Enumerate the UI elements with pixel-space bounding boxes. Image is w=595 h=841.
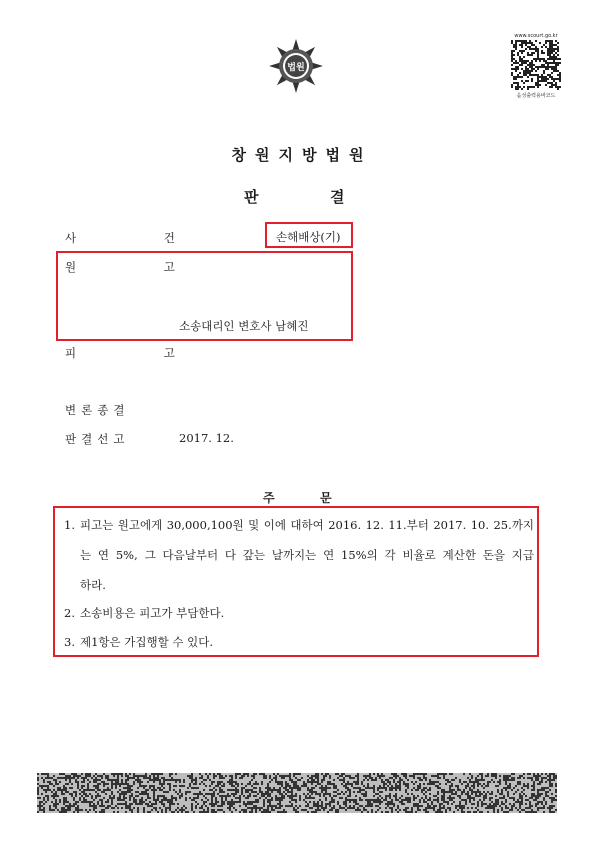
plaintiff-label: 원 고 <box>65 260 217 274</box>
court-name: 창원지방법원 <box>231 146 373 164</box>
plaintiff-attorney: 소송대리인 변호사 남혜진 <box>179 319 309 333</box>
verdict-date-value: 2017. 12. <box>179 431 234 445</box>
court-emblem-icon <box>268 38 324 94</box>
footer-barcode-icon <box>37 773 557 813</box>
doc-type-char-1: 판 <box>244 188 259 206</box>
order-item-2-num: 2. <box>64 606 75 620</box>
order-item-1-line-2: 는 연 5%, 그 다음날부터 다 갚는 날까지는 연 15%의 각 비율로 계산한 돈을 지급 <box>80 548 534 562</box>
qr-url: www.scourt.go.kr <box>514 33 558 39</box>
order-item-1-text-1: 피고는 원고에게 30,000,100원 및 이에 대하여 2016. 12. 11.부터 2017. 10. 25.까지 <box>80 518 534 532</box>
closing-label: 변론종결 <box>65 403 130 417</box>
order-item-1-num: 1. <box>64 518 75 532</box>
verdict-date-label: 판결선고 <box>65 432 130 446</box>
case-value: 손해배상(기) <box>276 230 341 244</box>
case-label: 사 건 <box>65 231 217 245</box>
order-item-1-line-3: 하라. <box>80 578 106 592</box>
order-item-3-text: 제1항은 가집행할 수 있다. <box>80 635 214 649</box>
order-title-char-1: 주 <box>263 491 275 505</box>
order-item-2 <box>64 605 534 621</box>
qr-code-icon <box>511 40 561 90</box>
qr-label: 음성출력용바코드 <box>516 93 556 99</box>
order-item-3-num: 3. <box>64 635 75 649</box>
order-item-1-line-1 <box>64 517 534 533</box>
defendant-label: 피 고 <box>65 346 217 360</box>
order-item-3 <box>64 634 534 650</box>
emblem-text: 법원 <box>287 63 305 73</box>
doc-type-char-2: 결 <box>330 188 345 206</box>
order-title-char-2: 문 <box>320 491 332 505</box>
order-item-2-text: 소송비용은 피고가 부담한다. <box>80 606 225 620</box>
